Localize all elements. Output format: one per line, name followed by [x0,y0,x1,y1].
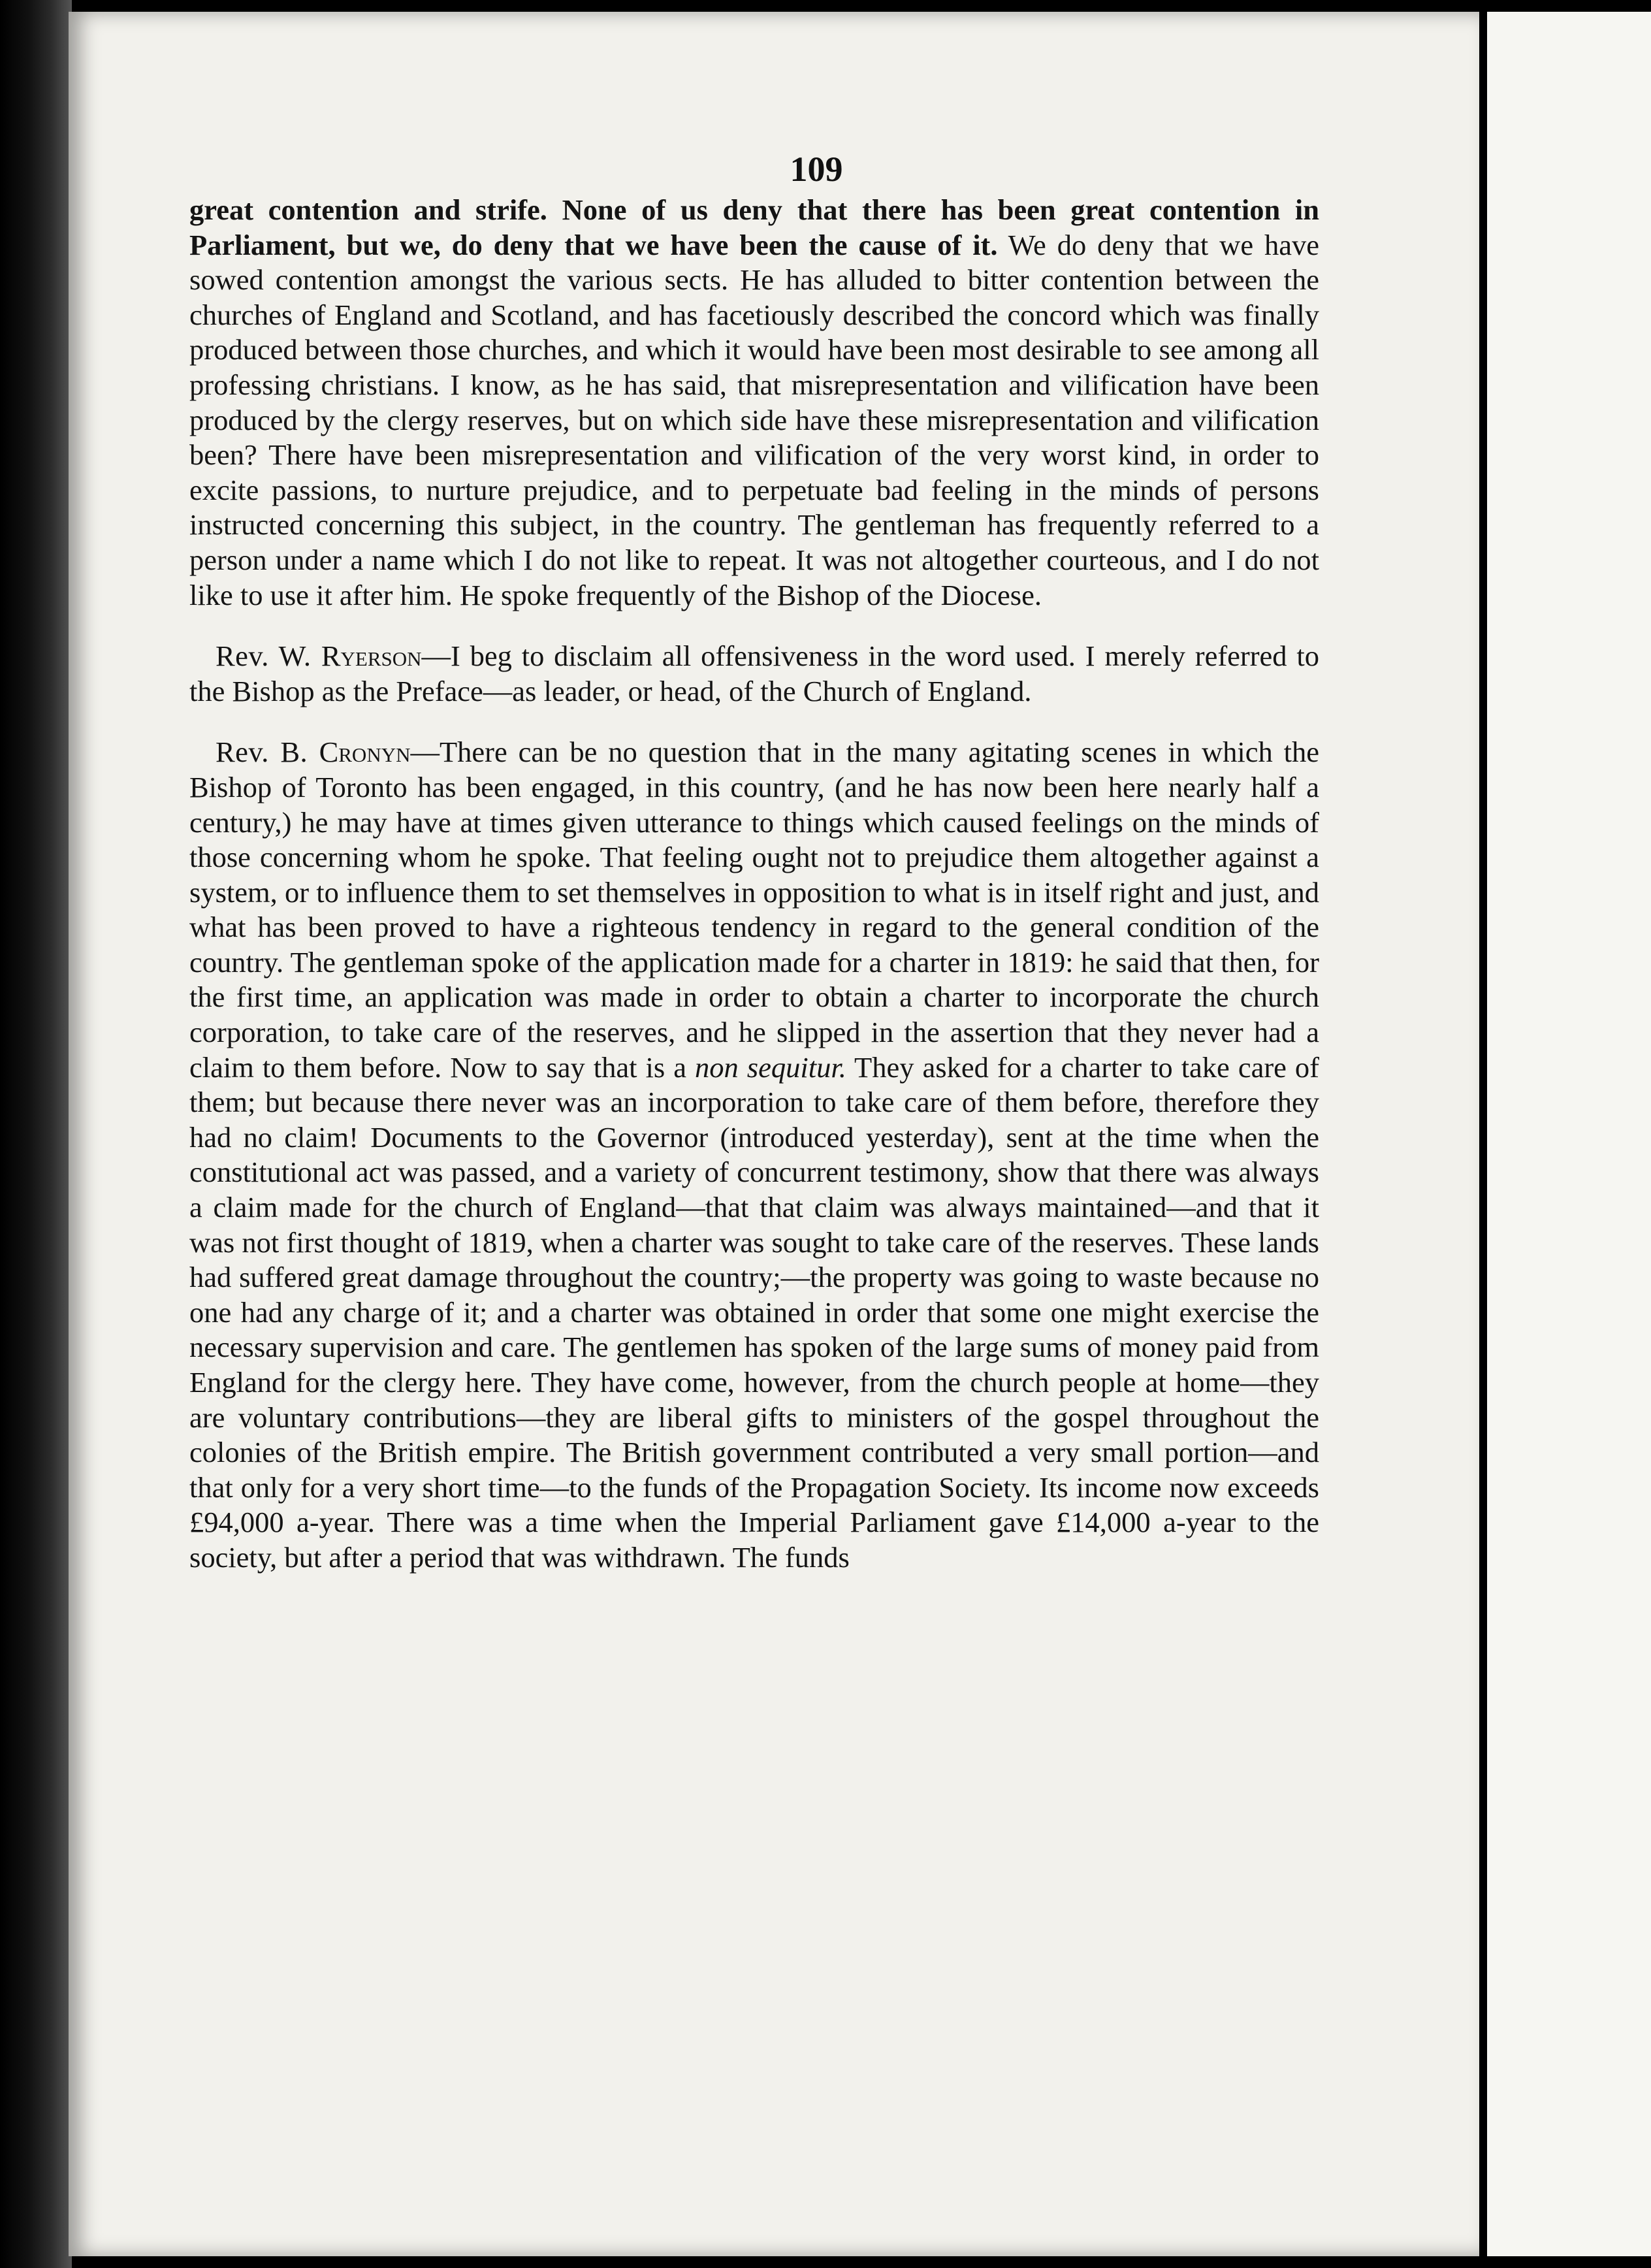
paragraph-text: We do deny that we have sowed contention amongst the various sects. He has alluded to bitter contention between the churches of England and Scotland, and has facetiously described the concord which was finally produced between those churches, and which it would have been most desirable to see among all professing christians. I know, as he has said, that misrepresentation and vilification have been produced by the clergy reserves, but on which side have these misrepresentation and vilification been? There have been misrepresentation and vilification of the very worst kind, in order to excite passions, to nurture prejudice, and to perpetuate bad feeling in the minds of persons instructed concerning this subject, in the country. The gentleman has frequently referred to a person under a name which I do not like to repeat. It was not altogether courteous, and I do not like to use it after him. He spoke frequently of the Bishop of the Diocese. [189,228,1319,611]
bold-lead-text: great contention and strife. None of us deny that there has been great contention in Parliament, but we, do deny that we have been the cause of it. [189,193,1319,261]
facing-page-edge [1487,12,1651,2256]
paragraph-cronyn [189,735,1319,1575]
page-body-text [189,193,1319,1576]
speaker-name: Ryerson [321,640,422,673]
paragraph-text: —There can be no question that in the many agitating scenes in which the Bishop of Toronto has been engaged, in this country, (and he has now been here nearly half a century,) he may have at times given utterance to things which caused feelings on the minds of those concerning whom he spoke. That feeling ought not to prejudice them altogether against a system, or to influence them to set themselves in opposition to what is in itself right and just, and what has been proved to have a righteous tendency in regard to the general condition of the country. The gentleman spoke of the application made for a charter in 1819: he said that then, for the first time, an application was made in order to obtain a charter to incorporate the church corporation, to take care of the reserves, and he slipped in the assertion that they never had a claim to them before. Now to say that is a [189,736,1319,1084]
page-gutter [1479,12,1487,2256]
paragraph-text: They asked for a charter to take care of them; but because there never was an incorporation to take care of them before, therefore they had no claim! Documents to the Governor (introduced yesterday), sent at the time when the constitutional act was passed, and a variety of concurrent testimony, show that there was always a claim made for the church of England—that that claim was always maintained—and that it was not first thought of 1819, when a charter was sought to take care of the reserves. These lands had suffered great damage throughout the country;—the property was going to waste because no one had any charge of it; and a charter was obtained in order that some one might exercise the necessary supervision and care. The gentlemen has spoken of the large sums of money paid from England for the clergy here. They have come, however, from the church people at home—they are voluntary contributions—they are liberal gifts to ministers of the gospel throughout the colonies of the British empire. The British government contributed a very small portion—and that only for a very short time—to the funds of the Propagation Society. Its income now exceeds £94,000 a-year. There was a time when the Imperial Parliament gave £14,000 a-year to the society, but after a period that was withdrawn. The funds [189,1050,1319,1574]
speaker-name: Cronyn [319,736,411,769]
speaker-prefix: Rev. B. [216,736,319,769]
speaker-prefix: Rev. W. [216,640,321,673]
book-spine-shadow [0,0,72,2268]
italic-phrase: non sequitur. [695,1050,846,1084]
paragraph-ryerson [189,639,1319,709]
page-number: 109 [790,150,843,189]
paragraph-text: —I beg to disclaim all offensiveness in the word used. I merely referred to the Bishop as the Preface—as leader, or head, of the Church of England. [189,640,1319,707]
paragraph-continuation [189,193,1319,613]
